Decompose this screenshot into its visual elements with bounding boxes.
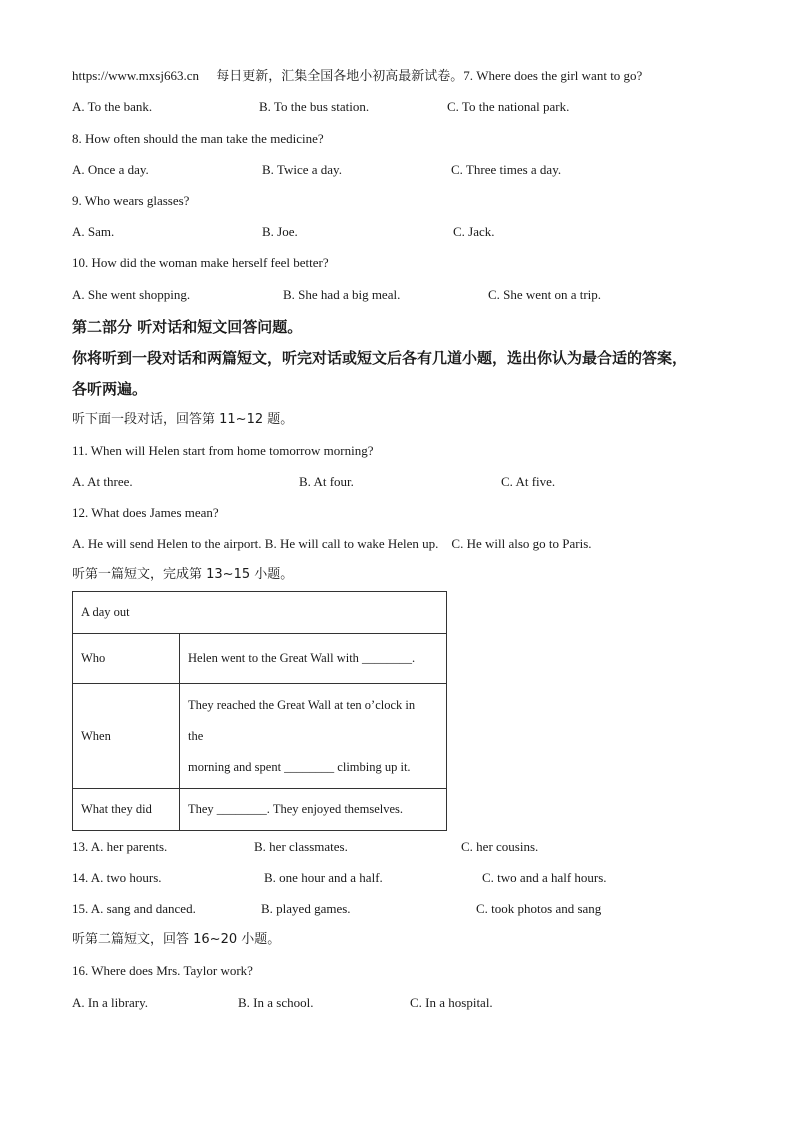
table-row-label-what: What they did: [73, 789, 180, 831]
question-12-text: 12. What does James mean?: [72, 505, 219, 520]
passage-2-intro: 听第二篇短文，回答 16~20 小题。: [72, 932, 281, 947]
table-title: A day out: [73, 592, 447, 634]
q12-options-line: A. He will send Helen to the airport. B. He will call to wake Helen up. C. He will also go to Paris.: [72, 536, 592, 551]
q9-option-b: B. Joe.: [262, 224, 298, 239]
q16-option-c: C. In a hospital.: [410, 995, 493, 1010]
q14-option-c: C. two and a half hours.: [482, 870, 607, 885]
q11-option-c: C. At five.: [501, 474, 556, 489]
table-row-text-when: [180, 684, 447, 789]
q9-option-a: A. Sam.: [72, 224, 115, 239]
q15-option-a: 15. A. sang and danced.: [72, 901, 196, 916]
q11-option-a: A. At three.: [72, 474, 133, 489]
q8-option-c: C. Three times a day.: [451, 162, 562, 177]
q9-option-c: C. Jack.: [453, 224, 495, 239]
table-row-text-who: Helen went to the Great Wall with ________.: [180, 634, 447, 684]
question-8-text: 8. How often should the man take the medicine?: [72, 131, 324, 146]
q16-option-a: A. In a library.: [72, 995, 149, 1010]
a-day-out-table: [72, 591, 447, 831]
q11-option-b: B. At four.: [299, 474, 354, 489]
q7-option-c: C. To the national park.: [447, 99, 570, 114]
site-url-text: https://www.mxsj663.cn: [72, 68, 199, 83]
q7-option-b: B. To the bus station.: [259, 99, 370, 114]
q13-option-a: 13. A. her parents.: [72, 839, 168, 854]
question-10-text: 10. How did the woman make herself feel better?: [72, 255, 329, 270]
question-11-text: 11. When will Helen start from home tomorrow morning?: [72, 443, 374, 458]
q13-option-c: C. her cousins.: [461, 839, 539, 854]
q14-option-a: 14. A. two hours.: [72, 870, 162, 885]
q16-option-b: B. In a school.: [238, 995, 314, 1010]
header-slogan: 每日更新，汇集全国各地小初高最新试卷。: [216, 69, 464, 84]
part-2-instruction-line-2: 各听两遍。: [72, 380, 148, 398]
table-row-label-who: Who: [73, 634, 180, 684]
table-row-label-when: When: [73, 684, 180, 789]
when-text-line-1: They reached the Great Wall at ten o’clock in: [188, 697, 416, 712]
when-text-line-2: the: [188, 728, 204, 743]
q10-option-b: B. She had a big meal.: [283, 287, 401, 302]
part-2-instruction-line-1: 你将听到一段对话和两篇短文，听完对话或短文后各有几道小题，选出你认为最合适的答案，: [72, 349, 688, 367]
q7-option-a: A. To the bank.: [72, 99, 153, 114]
table-row-text-what: They ________. They enjoyed themselves.: [180, 789, 447, 831]
q14-option-b: B. one hour and a half.: [264, 870, 383, 885]
dialogue-intro: 听下面一段对话，回答第 11~12 题。: [72, 412, 294, 427]
q13-option-b: B. her classmates.: [254, 839, 348, 854]
question-16-text: 16. Where does Mrs. Taylor work?: [72, 963, 253, 978]
passage-1-intro: 听第一篇短文，完成第 13~15 小题。: [72, 567, 294, 582]
q15-option-b: B. played games.: [261, 901, 351, 916]
q8-option-a: A. Once a day.: [72, 162, 149, 177]
header-line: [72, 68, 642, 85]
q8-option-b: B. Twice a day.: [262, 162, 342, 177]
q10-option-a: A. She went shopping.: [72, 287, 191, 302]
part-2-title: 第二部分 听对话和短文回答问题。: [72, 318, 303, 336]
q15-option-c: C. took photos and sang: [476, 901, 602, 916]
when-text-line-3: morning and spent ________ climbing up it.: [188, 759, 411, 774]
q10-option-c: C. She went on a trip.: [488, 287, 602, 302]
question-7-text: 7. Where does the girl want to go?: [463, 68, 643, 83]
question-9-text: 9. Who wears glasses?: [72, 193, 190, 208]
